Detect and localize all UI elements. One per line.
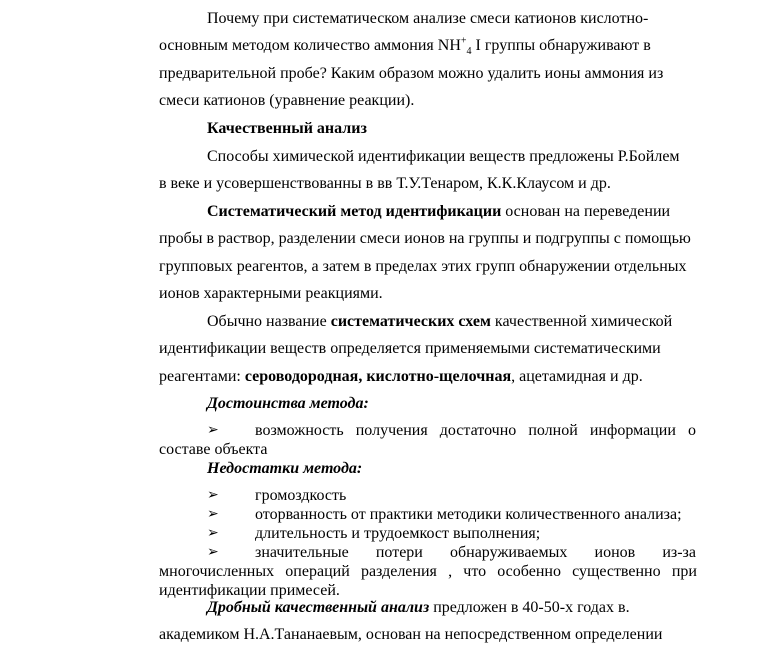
- text-run: основным методом количество аммония NH: [159, 37, 461, 54]
- paragraph-1-line-3: предварительной пробе? Каким образом можно удалить ионы аммония из: [159, 65, 664, 82]
- bold-term: систематических схем: [330, 313, 491, 330]
- paragraph-3-line-4: ионов характерными реакциями.: [159, 285, 383, 302]
- advantages-item-line-2: составе объекта: [159, 441, 268, 458]
- superscript-charge: +: [460, 35, 467, 47]
- arrow-bullet-icon: ➢: [207, 507, 219, 522]
- word: полной: [528, 422, 578, 439]
- arrow-bullet-icon: ➢: [207, 423, 219, 438]
- word: достаточно: [439, 422, 517, 439]
- disadvantages-item-line-1: [255, 543, 696, 563]
- text-run: качественной химической: [490, 313, 673, 330]
- text-run: предложен в 40-50-х годах в.: [429, 599, 630, 616]
- word: значительные: [255, 544, 349, 561]
- paragraph-5-line-2: академиком Н.А.Тананаевым, основан на непосредственном определении: [159, 626, 663, 643]
- text-run: реагентами:: [159, 368, 245, 385]
- word: из-за: [662, 544, 696, 561]
- paragraph-3-line-1: [207, 202, 670, 222]
- paragraph-3-line-2: пробы в раствор, разделении смеси ионов на группы и подгруппы с помощью: [159, 230, 691, 247]
- subscript-index: 4: [466, 46, 472, 58]
- paragraph-2-line-2: в веке и усовершенствованны в вв Т.У.Тенаром, К.К.Клаусом и др.: [159, 175, 611, 192]
- paragraph-1-line-1: Почему при систематическом анализе смеси катионов кислотно-: [207, 10, 649, 27]
- paragraph-4-line-2: идентификации веществ определяется применяемыми систематическими: [159, 340, 661, 357]
- word: потери: [375, 544, 423, 561]
- word: разделения: [360, 563, 437, 580]
- disadvantages-item: громоздкость: [255, 487, 347, 504]
- disadvantages-item: длительность и трудоемкост выполнения;: [255, 525, 541, 542]
- disadvantages-heading: Недостатки метода:: [207, 460, 363, 477]
- arrow-bullet-icon: ➢: [207, 545, 219, 560]
- section-heading: Качественный анализ: [207, 120, 367, 137]
- paragraph-4-line-3: [159, 367, 643, 387]
- word: существенно: [572, 563, 661, 580]
- paragraph-5-line-1: [207, 598, 630, 618]
- paragraph-3-line-3: групповых реагентов, а затем в пределах этих групп обнаружении отдельных: [159, 258, 687, 275]
- word: особенно: [497, 563, 561, 580]
- word: операций: [285, 563, 350, 580]
- bold-term: Систематический метод идентификации: [207, 203, 502, 220]
- paragraph-1-line-4: смеси катионов (уравнение реакции).: [159, 92, 415, 109]
- text-run: основан на переведении: [501, 203, 671, 220]
- word: о: [687, 422, 696, 439]
- bold-italic-term: Дробный качественный анализ: [207, 599, 430, 616]
- word: информации: [589, 422, 676, 439]
- advantages-heading: Достоинства метода:: [207, 395, 369, 412]
- paragraph-1-line-2: [159, 36, 651, 56]
- word: многочисленных: [159, 563, 275, 580]
- word: ,: [448, 563, 453, 580]
- paragraph-2-line-1: Способы химической идентификации веществ предложены Р.Бойлем: [207, 148, 680, 165]
- word: обнаруживаемых: [449, 544, 568, 561]
- word: что: [463, 563, 487, 580]
- arrow-bullet-icon: ➢: [207, 526, 219, 541]
- word: при: [671, 563, 697, 580]
- advantages-item-line-1: [255, 421, 696, 441]
- text-run: I группы обнаруживают в: [471, 37, 651, 54]
- bold-term: сероводородная, кислотно-щелочная: [244, 368, 512, 385]
- paragraph-4-line-1: [207, 312, 672, 332]
- word: возможность: [255, 422, 344, 439]
- text-run: Обычно название: [207, 313, 331, 330]
- disadvantages-item: оторванность от практики методики количественного анализа;: [255, 506, 682, 523]
- arrow-bullet-icon: ➢: [207, 488, 219, 503]
- text-run: , ацетамидная и др.: [511, 368, 643, 385]
- word: ионов: [594, 544, 636, 561]
- disadvantages-item-line-2: [159, 562, 697, 582]
- disadvantages-item-line-3: идентификации примесей.: [159, 582, 340, 599]
- word: получения: [355, 422, 428, 439]
